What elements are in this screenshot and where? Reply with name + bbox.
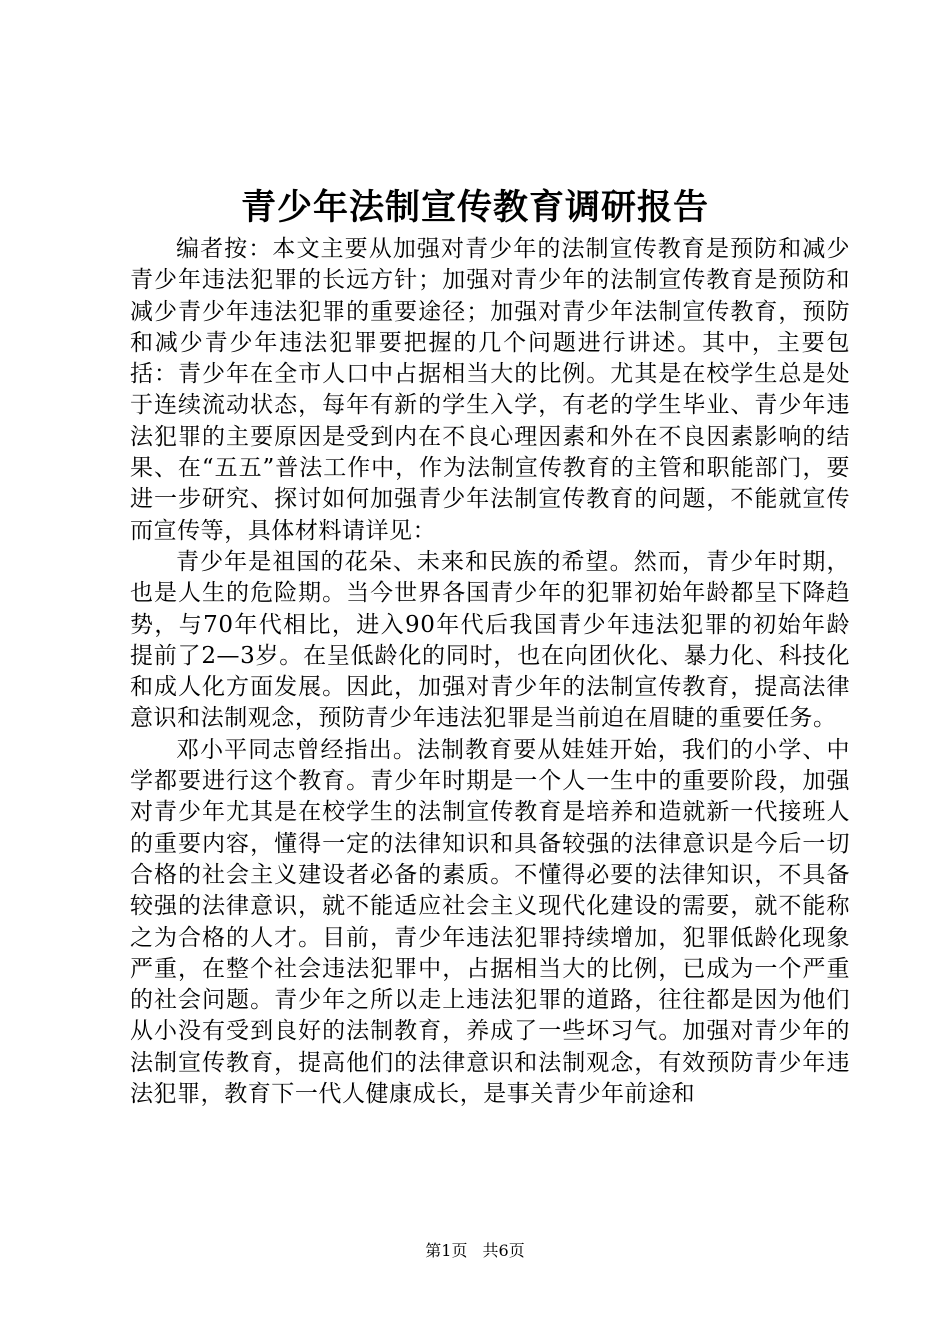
- paragraph-editor-note: 编者按：本文主要从加强对青少年的法制宣传教育是预防和减少青少年违法犯罪的长远方针；加强对青少年的法制宣传教育是预防和减少青少年违法犯罪的重要途径；加强对青少年法制宣传教育，预防和减少青少年违法犯罪要把握的几个问题进行讲述。其中，主要包括：青少年在全市人口中占据相当大的比例。尤其是在校学生总是处于连续流动状态，每年有新的学生入学，有老的学生毕业、青少年违法犯罪的主要原因是受到内在不良心理因素和外在不良因素影响的结果、在“五五”普法工作中，作为法制宣传教育的主管和职能部门，要进一步研究、探讨如何加强青少年法制宣传教育的问题，不能就宣传而宣传等，具体材料请详见：: [130, 236, 850, 544]
- document-title: 青少年法制宣传教育调研报告: [240, 187, 709, 228]
- page-number: 第1页: [425, 1241, 468, 1260]
- paragraph-youth-risk: 青少年是祖国的花朵、未来和民族的希望。然而，青少年时期，也是人生的危险期。当今世界各国青少年的犯罪初始年龄都呈下降趋势，与70年代相比，进入90年代后我国青少年违法犯罪的初始年龄提前了2—3岁。在呈低龄化的同时，也在向团伙化、暴力化、科技化和成人化方面发展。因此，加强对青少年的法制宣传教育，提高法律意识和法制观念，预防青少年违法犯罪是当前迫在眉睫的重要任务。: [130, 548, 850, 732]
- page-footer: [0, 1240, 950, 1262]
- paragraph-legal-education: 邓小平同志曾经指出。法制教育要从娃娃开始，我们的小学、中学都要进行这个教育。青少年时期是一个人一生中的重要阶段，加强对青少年尤其是在校学生的法制宣传教育是培养和造就新一代接班人的重要内容，懂得一定的法律知识和具备较强的法律意识是今后一切合格的社会主义建设者必备的素质。不懂得必要的法律知识，不具备较强的法律意识，就不能适应社会主义现代化建设的需要，就不能称之为合格的人才。目前，青少年违法犯罪持续增加，犯罪低龄化现象严重，在整个社会违法犯罪中，占据相当大的比例，已成为一个严重的社会问题。青少年之所以走上违法犯罪的道路，往往都是因为他们从小没有受到良好的法制教育，养成了一些坏习气。加强对青少年的法制宣传教育，提高他们的法律意识和法制观念，有效预防青少年违法犯罪，教育下一代人健康成长，是事关青少年前途和: [130, 736, 850, 1108]
- total-pages: 共6页: [482, 1241, 525, 1260]
- document-body: [130, 234, 850, 1110]
